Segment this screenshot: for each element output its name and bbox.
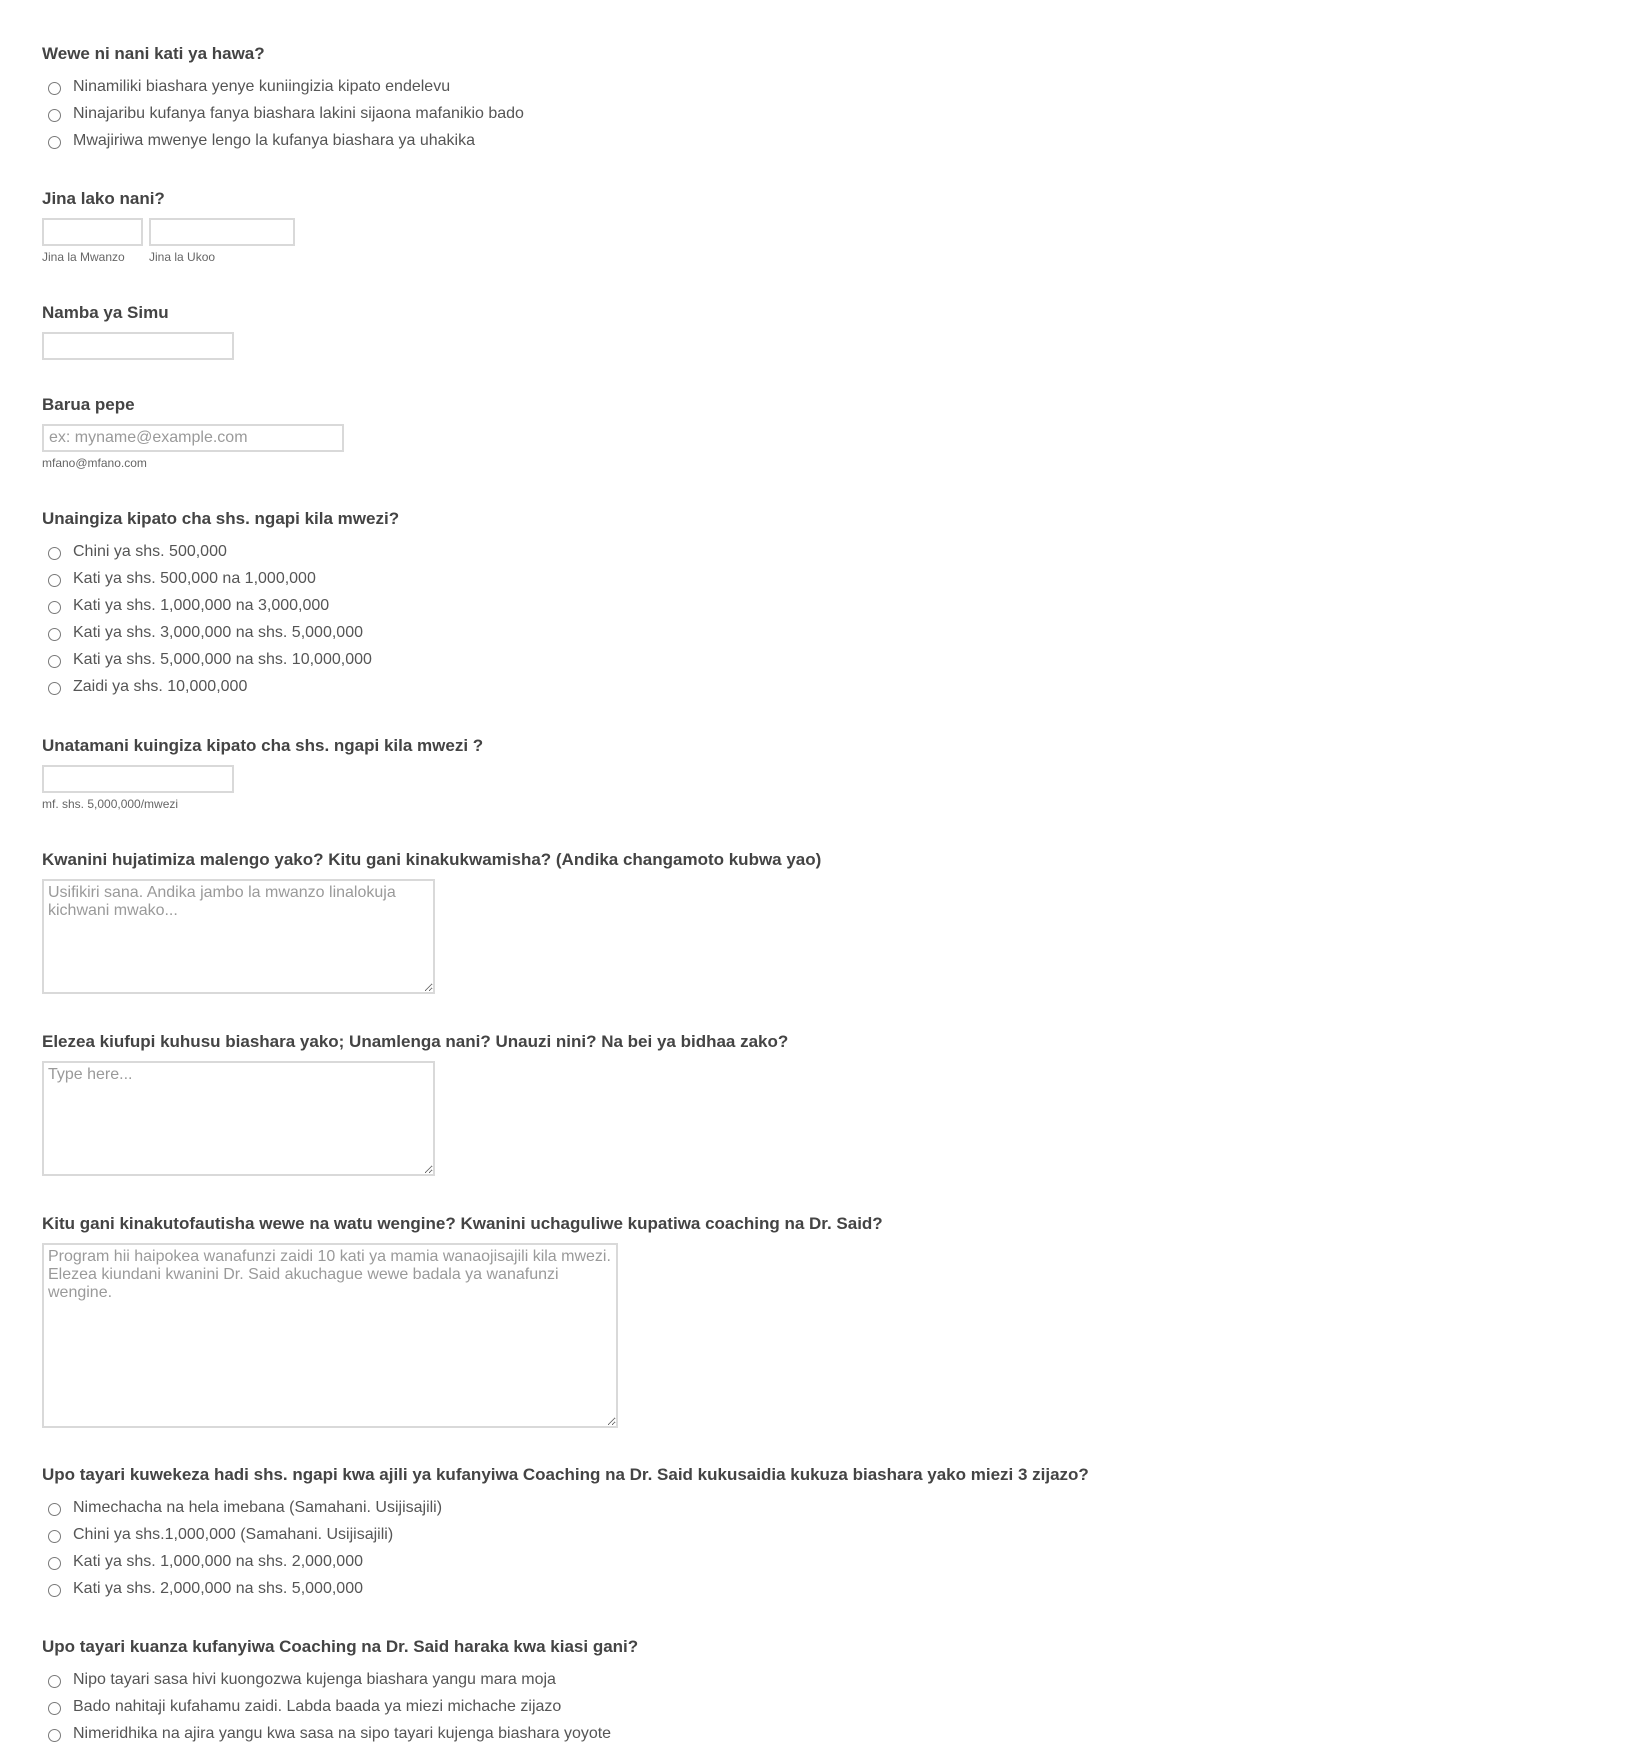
radio-button[interactable] bbox=[48, 136, 61, 149]
radio-label[interactable]: Mwajiriwa mwenye lengo la kufanya biashara ya uhakika bbox=[73, 131, 475, 149]
first-name-sublabel: Jina la Mwanzo bbox=[42, 250, 125, 264]
radio-option[interactable] bbox=[42, 73, 524, 100]
radio-button[interactable] bbox=[48, 1702, 61, 1715]
question-label: Upo tayari kuwekeza hadi shs. ngapi kwa ajili ya kufanyiwa Coaching na Dr. Said kukusaidia kukuza biashara yako miezi 3 zijazo? bbox=[42, 1465, 1089, 1484]
radio-button[interactable] bbox=[48, 1503, 61, 1516]
radio-label[interactable]: Kati ya shs. 5,000,000 na shs. 10,000,000 bbox=[73, 650, 372, 668]
email-sublabel: mfano@mfano.com bbox=[42, 456, 147, 470]
radio-option[interactable] bbox=[42, 1494, 1089, 1521]
radio-button[interactable] bbox=[48, 1729, 61, 1742]
difference-textarea[interactable] bbox=[42, 1243, 618, 1428]
radio-button[interactable] bbox=[48, 1584, 61, 1597]
radio-option[interactable] bbox=[42, 1693, 638, 1720]
question-label: Namba ya Simu bbox=[42, 303, 169, 322]
question-label: Upo tayari kuanza kufanyiwa Coaching na Dr. Said haraka kwa kiasi gani? bbox=[42, 1637, 639, 1656]
radio-button[interactable] bbox=[48, 82, 61, 95]
radio-label[interactable]: Chini ya shs. 500,000 bbox=[73, 542, 227, 560]
radio-label[interactable]: Kati ya shs. 500,000 na 1,000,000 bbox=[73, 569, 316, 587]
income-question bbox=[42, 509, 399, 700]
phone-input[interactable] bbox=[42, 332, 234, 360]
radio-option[interactable] bbox=[42, 619, 399, 646]
radio-button[interactable] bbox=[48, 574, 61, 587]
target-income-input[interactable] bbox=[42, 765, 234, 793]
readiness-question bbox=[42, 1637, 638, 1747]
question-label: Unatamani kuingiza kipato cha shs. ngapi kila mwezi ? bbox=[42, 736, 484, 755]
question-label: Jina lako nani? bbox=[42, 189, 165, 208]
who-are-you-question bbox=[42, 44, 524, 154]
radio-group bbox=[42, 538, 399, 700]
question-label: Kitu gani kinakutofautisha wewe na watu wengine? Kwanini uchaguliwe kupatiwa coaching na Dr. Said? bbox=[42, 1214, 883, 1233]
last-name-sublabel: Jina la Ukoo bbox=[149, 250, 216, 264]
question-label: Kwanini hujatimiza malengo yako? Kitu gani kinakukwamisha? (Andika changamoto kubwa yao) bbox=[42, 850, 822, 869]
radio-label[interactable]: Kati ya shs. 1,000,000 na 3,000,000 bbox=[73, 596, 330, 614]
radio-group bbox=[42, 73, 524, 154]
radio-button[interactable] bbox=[48, 109, 61, 122]
radio-option[interactable] bbox=[42, 646, 399, 673]
radio-option[interactable] bbox=[42, 1666, 638, 1693]
radio-label[interactable]: Nimeridhika na ajira yangu kwa sasa na sipo tayari kujenga biashara yoyote bbox=[73, 1724, 612, 1742]
email-question bbox=[42, 395, 344, 470]
target-income-question bbox=[42, 736, 483, 811]
radio-label[interactable]: Kati ya shs. 3,000,000 na shs. 5,000,000 bbox=[73, 623, 363, 641]
radio-option[interactable] bbox=[42, 1521, 1089, 1548]
radio-group bbox=[42, 1666, 638, 1747]
first-name-input[interactable] bbox=[42, 218, 143, 246]
radio-option[interactable] bbox=[42, 565, 399, 592]
radio-option[interactable] bbox=[42, 127, 524, 154]
radio-label[interactable]: Kati ya shs. 1,000,000 na shs. 2,000,000 bbox=[73, 1552, 363, 1570]
radio-button[interactable] bbox=[48, 655, 61, 668]
radio-label[interactable]: Ninamiliki biashara yenye kuniingizia kipato endelevu bbox=[73, 77, 451, 95]
radio-label[interactable]: Nipo tayari sasa hivi kuongozwa kujenga biashara yangu mara moja bbox=[73, 1670, 556, 1688]
business-question bbox=[42, 1032, 788, 1176]
radio-group bbox=[42, 1494, 1089, 1602]
radio-option[interactable] bbox=[42, 673, 399, 700]
radio-label[interactable]: Nimechacha na hela imebana (Samahani. Usijisajili) bbox=[73, 1498, 443, 1516]
radio-label[interactable]: Kati ya shs. 2,000,000 na shs. 5,000,000 bbox=[73, 1579, 363, 1597]
difference-question bbox=[42, 1214, 883, 1428]
radio-option[interactable] bbox=[42, 538, 399, 565]
phone-question bbox=[42, 303, 234, 360]
email-input[interactable] bbox=[42, 424, 344, 452]
radio-option[interactable] bbox=[42, 592, 399, 619]
challenges-textarea[interactable] bbox=[42, 879, 435, 994]
last-name-input[interactable] bbox=[149, 218, 295, 246]
challenges-question bbox=[42, 850, 821, 994]
radio-option[interactable] bbox=[42, 1720, 638, 1747]
radio-button[interactable] bbox=[48, 601, 61, 614]
question-label: Unaingiza kipato cha shs. ngapi kila mwezi? bbox=[42, 509, 400, 528]
name-question bbox=[42, 189, 301, 264]
first-name-group bbox=[42, 218, 143, 264]
invest-question bbox=[42, 1465, 1089, 1602]
question-label: Barua pepe bbox=[42, 395, 135, 414]
radio-option[interactable] bbox=[42, 100, 524, 127]
name-fields bbox=[42, 218, 301, 264]
radio-option[interactable] bbox=[42, 1548, 1089, 1575]
radio-option[interactable] bbox=[42, 1575, 1089, 1602]
last-name-group bbox=[149, 218, 295, 264]
radio-button[interactable] bbox=[48, 1530, 61, 1543]
target-income-sublabel: mf. shs. 5,000,000/mwezi bbox=[42, 797, 179, 811]
business-textarea[interactable] bbox=[42, 1061, 435, 1176]
radio-label[interactable]: Bado nahitaji kufahamu zaidi. Labda baada ya miezi michache zijazo bbox=[73, 1697, 562, 1715]
question-label: Elezea kiufupi kuhusu biashara yako; Unamlenga nani? Unauzi nini? Na bei ya bidhaa zako? bbox=[42, 1032, 789, 1051]
radio-button[interactable] bbox=[48, 547, 61, 560]
question-label: Wewe ni nani kati ya hawa? bbox=[42, 44, 265, 63]
radio-button[interactable] bbox=[48, 682, 61, 695]
radio-label[interactable]: Ninajaribu kufanya fanya biashara lakini sijaona mafanikio bado bbox=[73, 104, 524, 122]
radio-button[interactable] bbox=[48, 1675, 61, 1688]
radio-label[interactable]: Zaidi ya shs. 10,000,000 bbox=[73, 677, 248, 695]
radio-button[interactable] bbox=[48, 628, 61, 641]
radio-label[interactable]: Chini ya shs.1,000,000 (Samahani. Usijisajili) bbox=[73, 1525, 394, 1543]
radio-button[interactable] bbox=[48, 1557, 61, 1570]
